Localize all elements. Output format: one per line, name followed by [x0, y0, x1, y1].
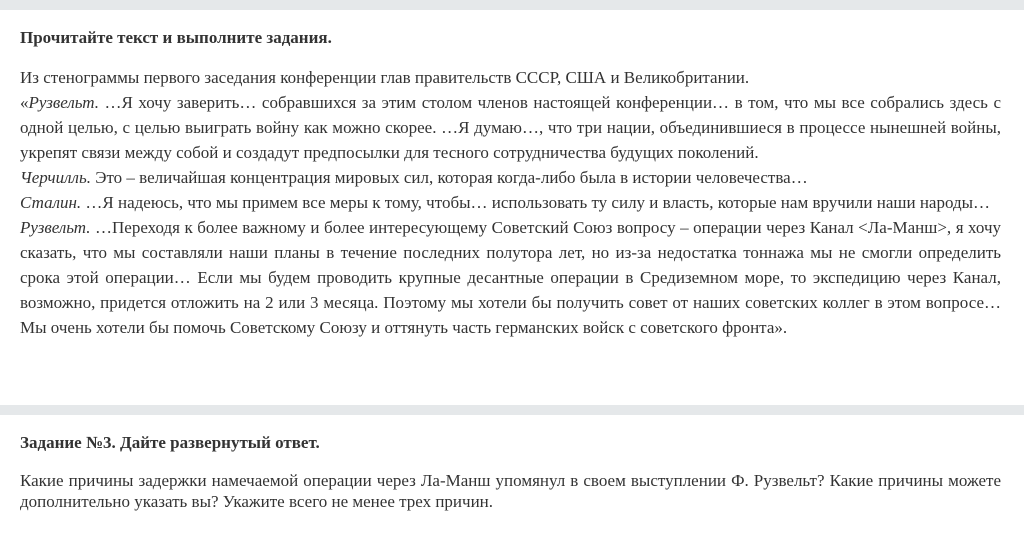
task3-question: Какие причины задержки намечаемой операции через Ла-Манш упомянул в своем выступлении Ф. Рузвельт? Какие причины можете дополнительно указать вы? Укажите всего не менее трех причин. — [20, 471, 1001, 511]
speech-text: Это – величайшая концентрация мировых сил, которая когда-либо была в истории человечества… — [90, 168, 808, 187]
speech-text: …Переходя к более важному и более интересующему Советский Союз вопросу – операции через Канал <Ла-Манш>, я хочу сказать, что мы составляли наши планы в течение последних полутора лет, но из-за недостатка тоннажа мы не смогли определить срока этой операции… Если мы будем проводить крупные десантные операции в Средиземном море, то экспедицию через Канал, возможно, придется отложить на 2 или 3 месяца. Поэтому мы хотели бы получить совет от наших советских коллег в этом вопросе… Мы очень хотели бы помочь Советскому Союзу и оттянуть часть германских войск с советского фронта». — [20, 218, 1001, 337]
document-intro — [20, 65, 1001, 340]
top-divider-band — [0, 0, 1024, 10]
instruction-heading: Прочитайте текст и выполните задания. — [20, 28, 332, 47]
transcript-paragraph — [20, 215, 1001, 340]
speaker-name: Сталин. — [20, 193, 82, 212]
section-divider-band — [0, 405, 1024, 415]
intro-line: Из стенограммы первого заседания конференции глав правительств СССР, США и Великобритании. — [20, 68, 750, 87]
speaker-name: Рузвельт. — [28, 93, 99, 112]
task3-section — [20, 432, 1001, 512]
task3-heading: Задание №3. Дайте развернутый ответ. — [20, 433, 320, 452]
speech-text: …Я хочу заверить… собравшихся за этим столом членов настоящей конференции… в том, что мы все собрались здесь с одной целью, с целью выиграть войну как можно скорее. …Я думаю…, что три нации, объединившиеся в процессе нынешней войны, укрепят связи между собой и создадут предпосылки для тесного сотрудничества будущих поколений. — [20, 93, 1001, 162]
transcript-paragraph — [20, 190, 1001, 215]
transcript-paragraph — [20, 165, 1001, 190]
transcript-paragraph — [20, 90, 1001, 165]
open-quote: « — [20, 93, 29, 112]
speaker-name: Черчилль. — [20, 168, 91, 187]
speaker-name: Рузвельт. — [20, 218, 91, 237]
speech-text: …Я надеюсь, что мы примем все меры к тому, чтобы… использовать ту силу и власть, которые нам вручили наши народы… — [81, 193, 991, 212]
source-text-section — [20, 27, 1001, 340]
